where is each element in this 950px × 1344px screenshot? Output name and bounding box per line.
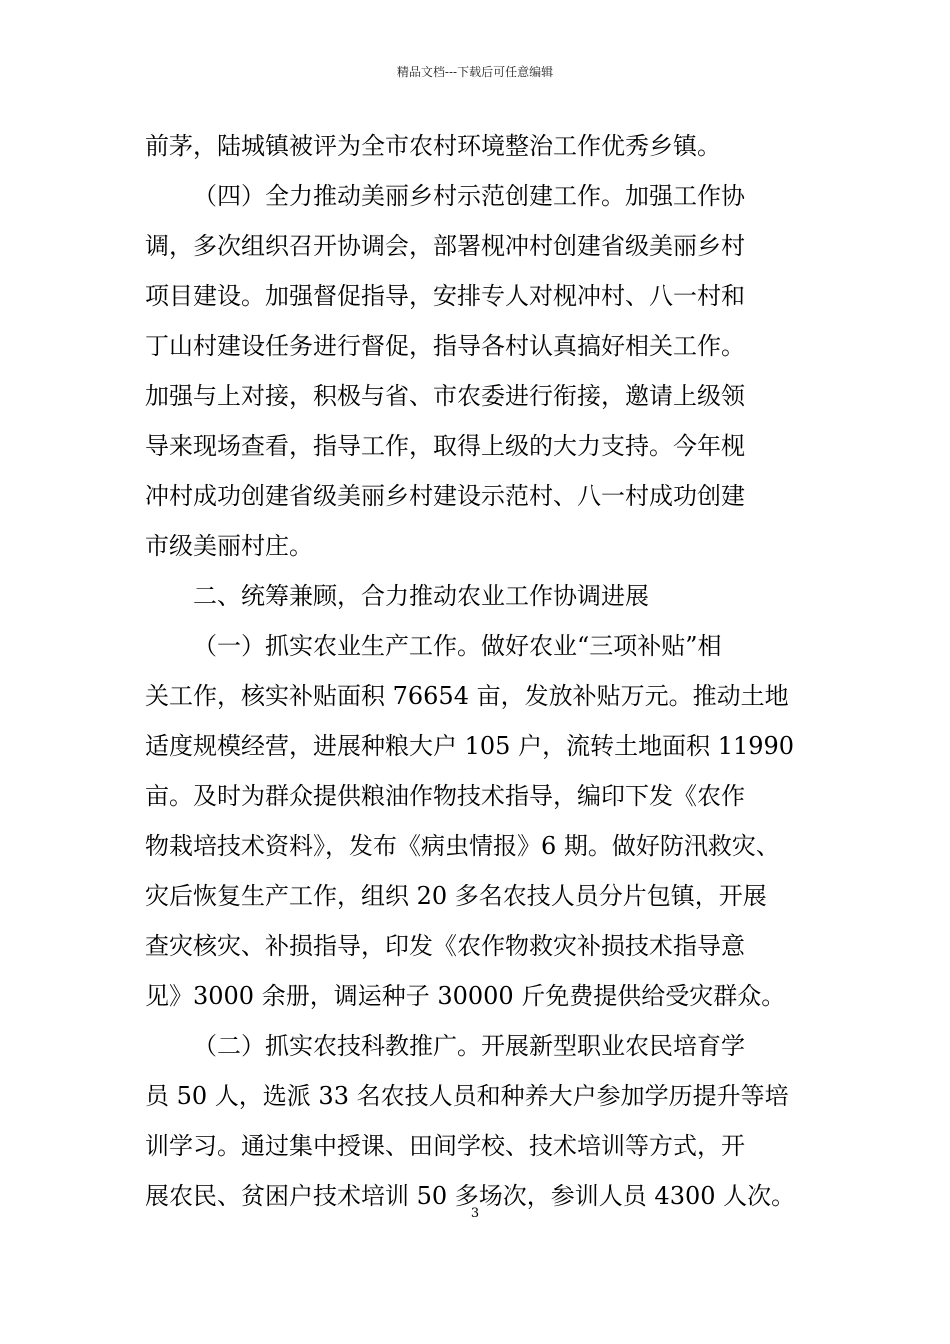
text-line: 加强与上对接，积极与省、市农委进行衔接，邀请上级领 (145, 382, 745, 410)
text-line: 适度规模经营，进展种粮大户 105 户，流转土地面积 11990 (145, 732, 795, 760)
text-line: 市级美丽村庄。 (145, 532, 313, 560)
document-body (145, 121, 807, 1221)
paragraph-heading-4: （四）全力推动美丽乡村示范创建工作。加强工作协 (193, 182, 745, 210)
text-line: 见》3000 余册，调运种子 30000 斤免费提供给受灾群众。 (145, 982, 786, 1010)
page-header: 精品文档---下载后可任意编辑 (396, 65, 554, 79)
text-line: 灾后恢复生产工作，组织 20 多名农技人员分片包镇，开展 (145, 882, 767, 910)
section-heading-2: 二、统筹兼顾，合力推动农业工作协调进展 (193, 582, 649, 610)
paragraph-heading-2: （二）抓实农技科教推广。开展新型职业农民培育学 (193, 1032, 745, 1060)
text-line: 查灾核灾、补损指导，印发《农作物救灾补损技术指导意 (145, 932, 745, 960)
page-number: 3 (470, 1206, 480, 1221)
text-line: 关工作，核实补贴面积 76654 亩，发放补贴万元。推动土地 (145, 682, 789, 710)
text-line: 物栽培技术资料》，发布《病虫情报》6 期。做好防汛救灾、 (145, 832, 780, 860)
text-line: 训学习。通过集中授课、田间学校、技术培训等方式，开 (145, 1132, 745, 1160)
text-line: 亩。及时为群众提供粮油作物技术指导，编印下发《农作 (145, 782, 745, 810)
text-line: 项目建设。加强督促指导，安排专人对枧冲村、八一村和 (145, 282, 745, 310)
text-line: 丁山村建设任务进行督促，指导各村认真搞好相关工作。 (145, 332, 745, 360)
text-line: 前茅，陆城镇被评为全市农村环境整治工作优秀乡镇。 (145, 132, 721, 160)
paragraph-heading-1: （一）抓实农业生产工作。做好农业“三项补贴”相 (193, 632, 722, 660)
text-line: 导来现场查看，指导工作，取得上级的大力支持。今年枧 (145, 432, 745, 460)
text-line: 展农民、贫困户技术培训 50 多场次，参训人员 4300 人次。 (145, 1182, 796, 1210)
text-line: 调，多次组织召开协调会，部署枧冲村创建省级美丽乡村 (145, 232, 745, 260)
text-line: 员 50 人，选派 33 名农技人员和种养大户参加学历提升等培 (145, 1082, 789, 1110)
text-line: 冲村成功创建省级美丽乡村建设示范村、八一村成功创建 (145, 482, 745, 510)
